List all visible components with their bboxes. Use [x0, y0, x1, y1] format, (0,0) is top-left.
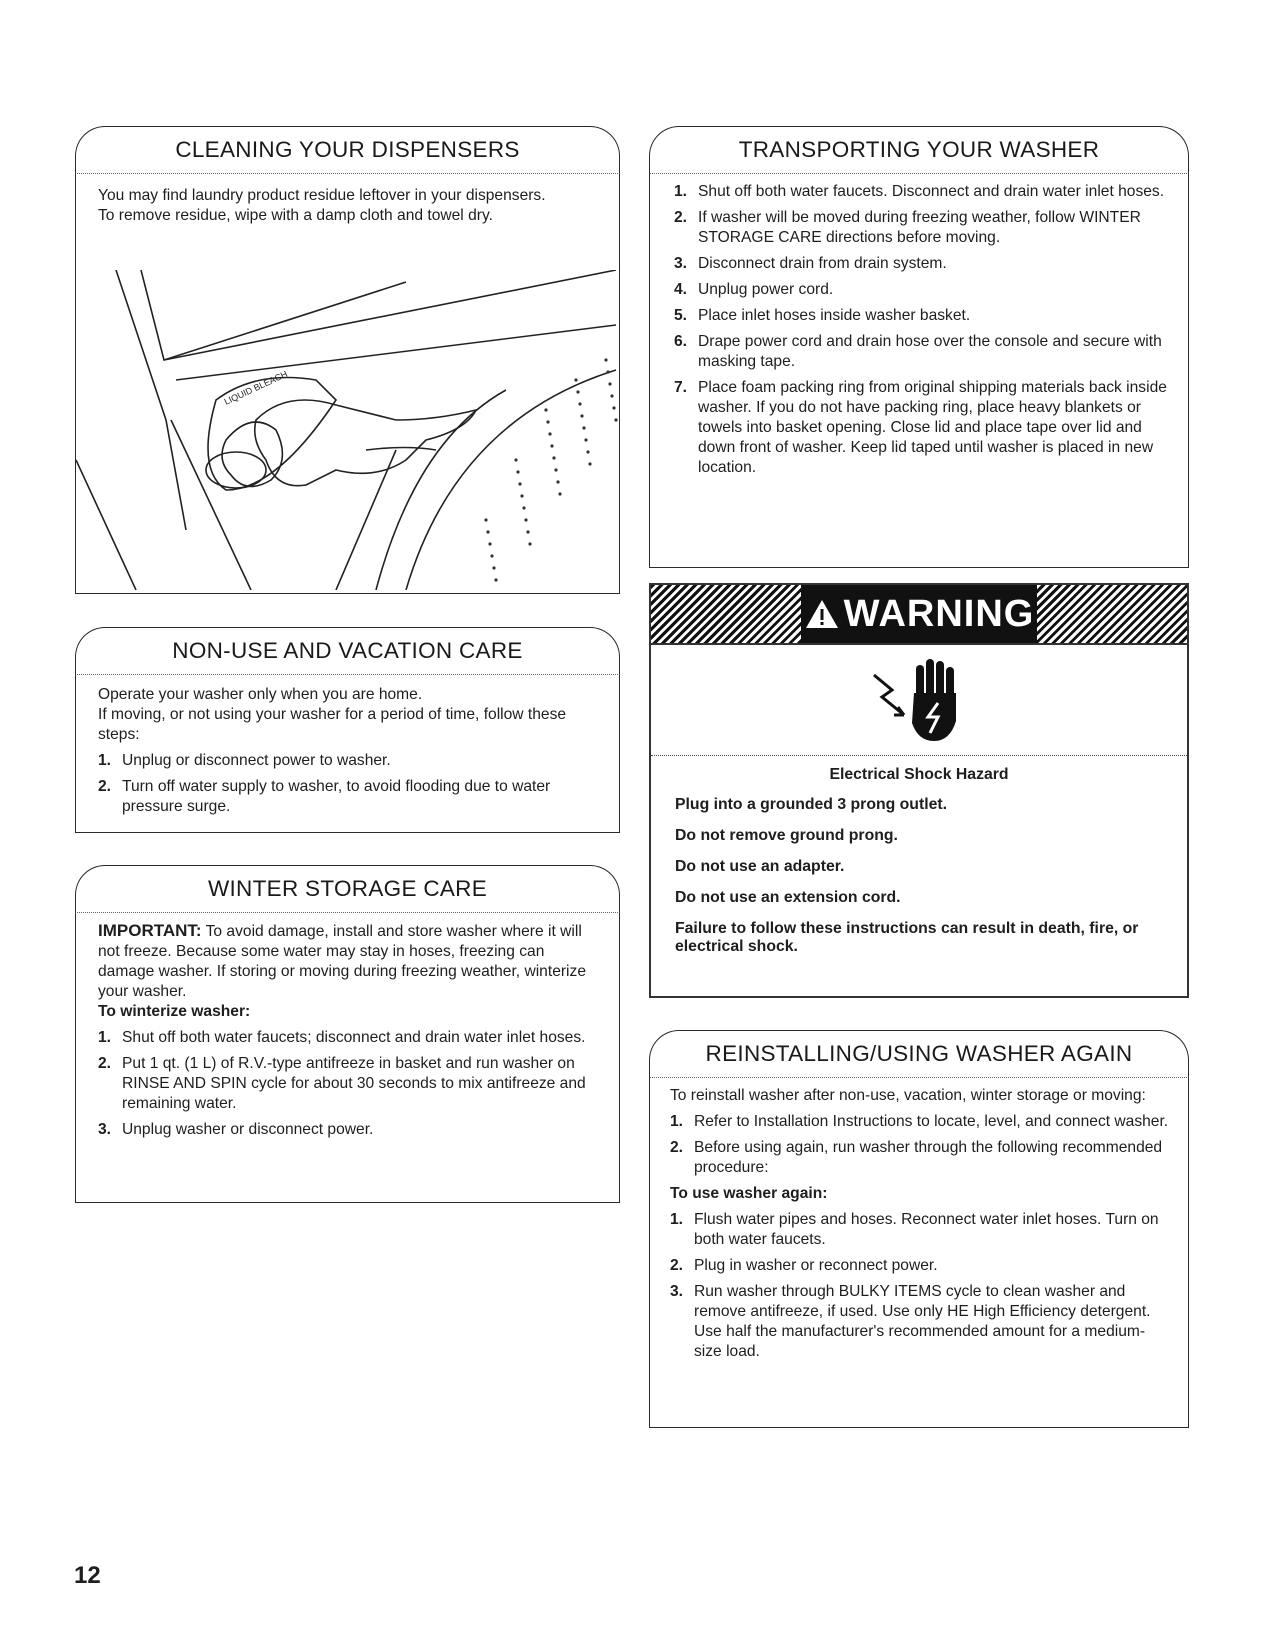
page-number: 12	[74, 1562, 101, 1589]
list-item: 6. Drape power cord and drain hose over the console and secure with masking tape.	[674, 333, 1162, 370]
winterize-subhead: To winterize washer:	[98, 1003, 251, 1020]
warning-line: Do not use an adapter.	[675, 858, 845, 875]
winterize-steps	[98, 1028, 601, 1140]
list-item: 2. If washer will be moved during freezing weather, follow WINTER STORAGE CARE directions before moving.	[674, 209, 1141, 246]
reinstalling-washer-section	[649, 1041, 1189, 1428]
warning-icon-area	[651, 645, 1187, 756]
reinstall-steps	[670, 1112, 1170, 1178]
list-item: 7. Place foam packing ring from original shipping materials back inside washer. If you do not have packing ring, place heavy blankets or towels into basket opening. Close lid and place tape over lid and down front of washer. Keep lid taped until washer is placed in new location.	[674, 379, 1167, 476]
winter-important-text: IMPORTANT: To avoid damage, install and store washer where it will not freeze. Because some water may stay in hoses, freezing can damage washer. If storing or moving during freezing weather, winterize your washer.	[98, 921, 586, 1000]
list-item: 2. Put 1 qt. (1 L) of R.V.-type antifreeze in basket and run washer on RINSE AND SPIN cycle for about 30 seconds to mix antifreeze and remaining water.	[98, 1055, 586, 1112]
non-use-intro-2: If moving, or not using your washer for a period of time, follow these steps:	[98, 706, 567, 743]
warning-line: Failure to follow these instructions can result in death, fire, or electrical shock.	[675, 920, 1139, 955]
liquid-bleach-label: LIQUID BLEACH	[222, 368, 289, 407]
use-again-steps	[670, 1210, 1170, 1362]
warning-banner	[651, 585, 1187, 645]
electrical-shock-hand-icon	[864, 655, 974, 745]
list-item: 1. Shut off both water faucets. Disconnect and drain water inlet hoses.	[674, 183, 1165, 200]
reinstalling-washer-title: REINSTALLING/USING WASHER AGAIN	[649, 1030, 1189, 1078]
non-use-steps	[98, 751, 601, 817]
list-item: 4. Unplug power cord.	[674, 281, 834, 298]
winter-storage-title: WINTER STORAGE CARE	[75, 865, 620, 913]
use-again-subhead: To use washer again:	[670, 1185, 828, 1202]
list-item: 3. Disconnect drain from drain system.	[674, 255, 947, 272]
transporting-washer-title: TRANSPORTING YOUR WASHER	[649, 126, 1189, 174]
warning-line: Plug into a grounded 3 prong outlet.	[675, 796, 948, 813]
warning-line: Do not remove ground prong.	[675, 827, 898, 844]
hazard-heading: Electrical Shock Hazard	[829, 766, 1009, 783]
cleaning-dispensers-title: CLEANING YOUR DISPENSERS	[75, 126, 620, 174]
dispenser-cleaning-illustration	[76, 270, 619, 590]
non-use-vacation-title: NON-USE AND VACATION CARE	[75, 627, 620, 675]
list-item: 1. Shut off both water faucets; disconnect and drain water inlet hoses.	[98, 1029, 586, 1046]
list-item: 5. Place inlet hoses inside washer basket.	[674, 307, 971, 324]
warning-triangle-icon	[804, 598, 840, 630]
reinstall-intro: To reinstall washer after non-use, vacation, winter storage or moving:	[670, 1087, 1146, 1104]
transport-steps	[674, 182, 1170, 478]
list-item: 2. Plug in washer or reconnect power.	[670, 1257, 938, 1274]
cleaning-dispensers-section	[75, 137, 620, 594]
list-item: 2. Before using again, run washer through the following recommended procedure:	[670, 1139, 1163, 1176]
winter-storage-section	[75, 876, 620, 1203]
list-item: 1. Refer to Installation Instructions to locate, level, and connect washer.	[670, 1113, 1169, 1130]
list-item: 3. Unplug washer or disconnect power.	[98, 1121, 374, 1138]
warning-text	[651, 756, 1187, 979]
list-item: 3. Run washer through BULKY ITEMS cycle to clean washer and remove antifreeze, if used. Use only HE High Efficiency detergent. Use half the manufacturer's recommended amount for a medium-size load.	[670, 1283, 1151, 1360]
list-item: 1. Flush water pipes and hoses. Reconnect water inlet hoses. Turn on both water faucets.	[670, 1211, 1159, 1248]
list-item: 1. Unplug or disconnect power to washer.	[98, 752, 391, 769]
important-label: IMPORTANT:	[98, 921, 202, 940]
warning-line: Do not use an extension cord.	[675, 889, 901, 906]
warning-title: WARNING	[843, 592, 1035, 635]
warning-box	[649, 583, 1189, 998]
non-use-vacation-section	[75, 638, 620, 833]
list-item: 2. Turn off water supply to washer, to avoid flooding due to water pressure surge.	[98, 778, 551, 815]
cleaning-dispensers-text: You may find laundry product residue leftover in your dispensers. To remove residue, wipe with a damp cloth and towel dry.	[98, 187, 546, 224]
non-use-intro-1: Operate your washer only when you are home.	[98, 686, 423, 703]
transporting-washer-section	[649, 137, 1189, 568]
